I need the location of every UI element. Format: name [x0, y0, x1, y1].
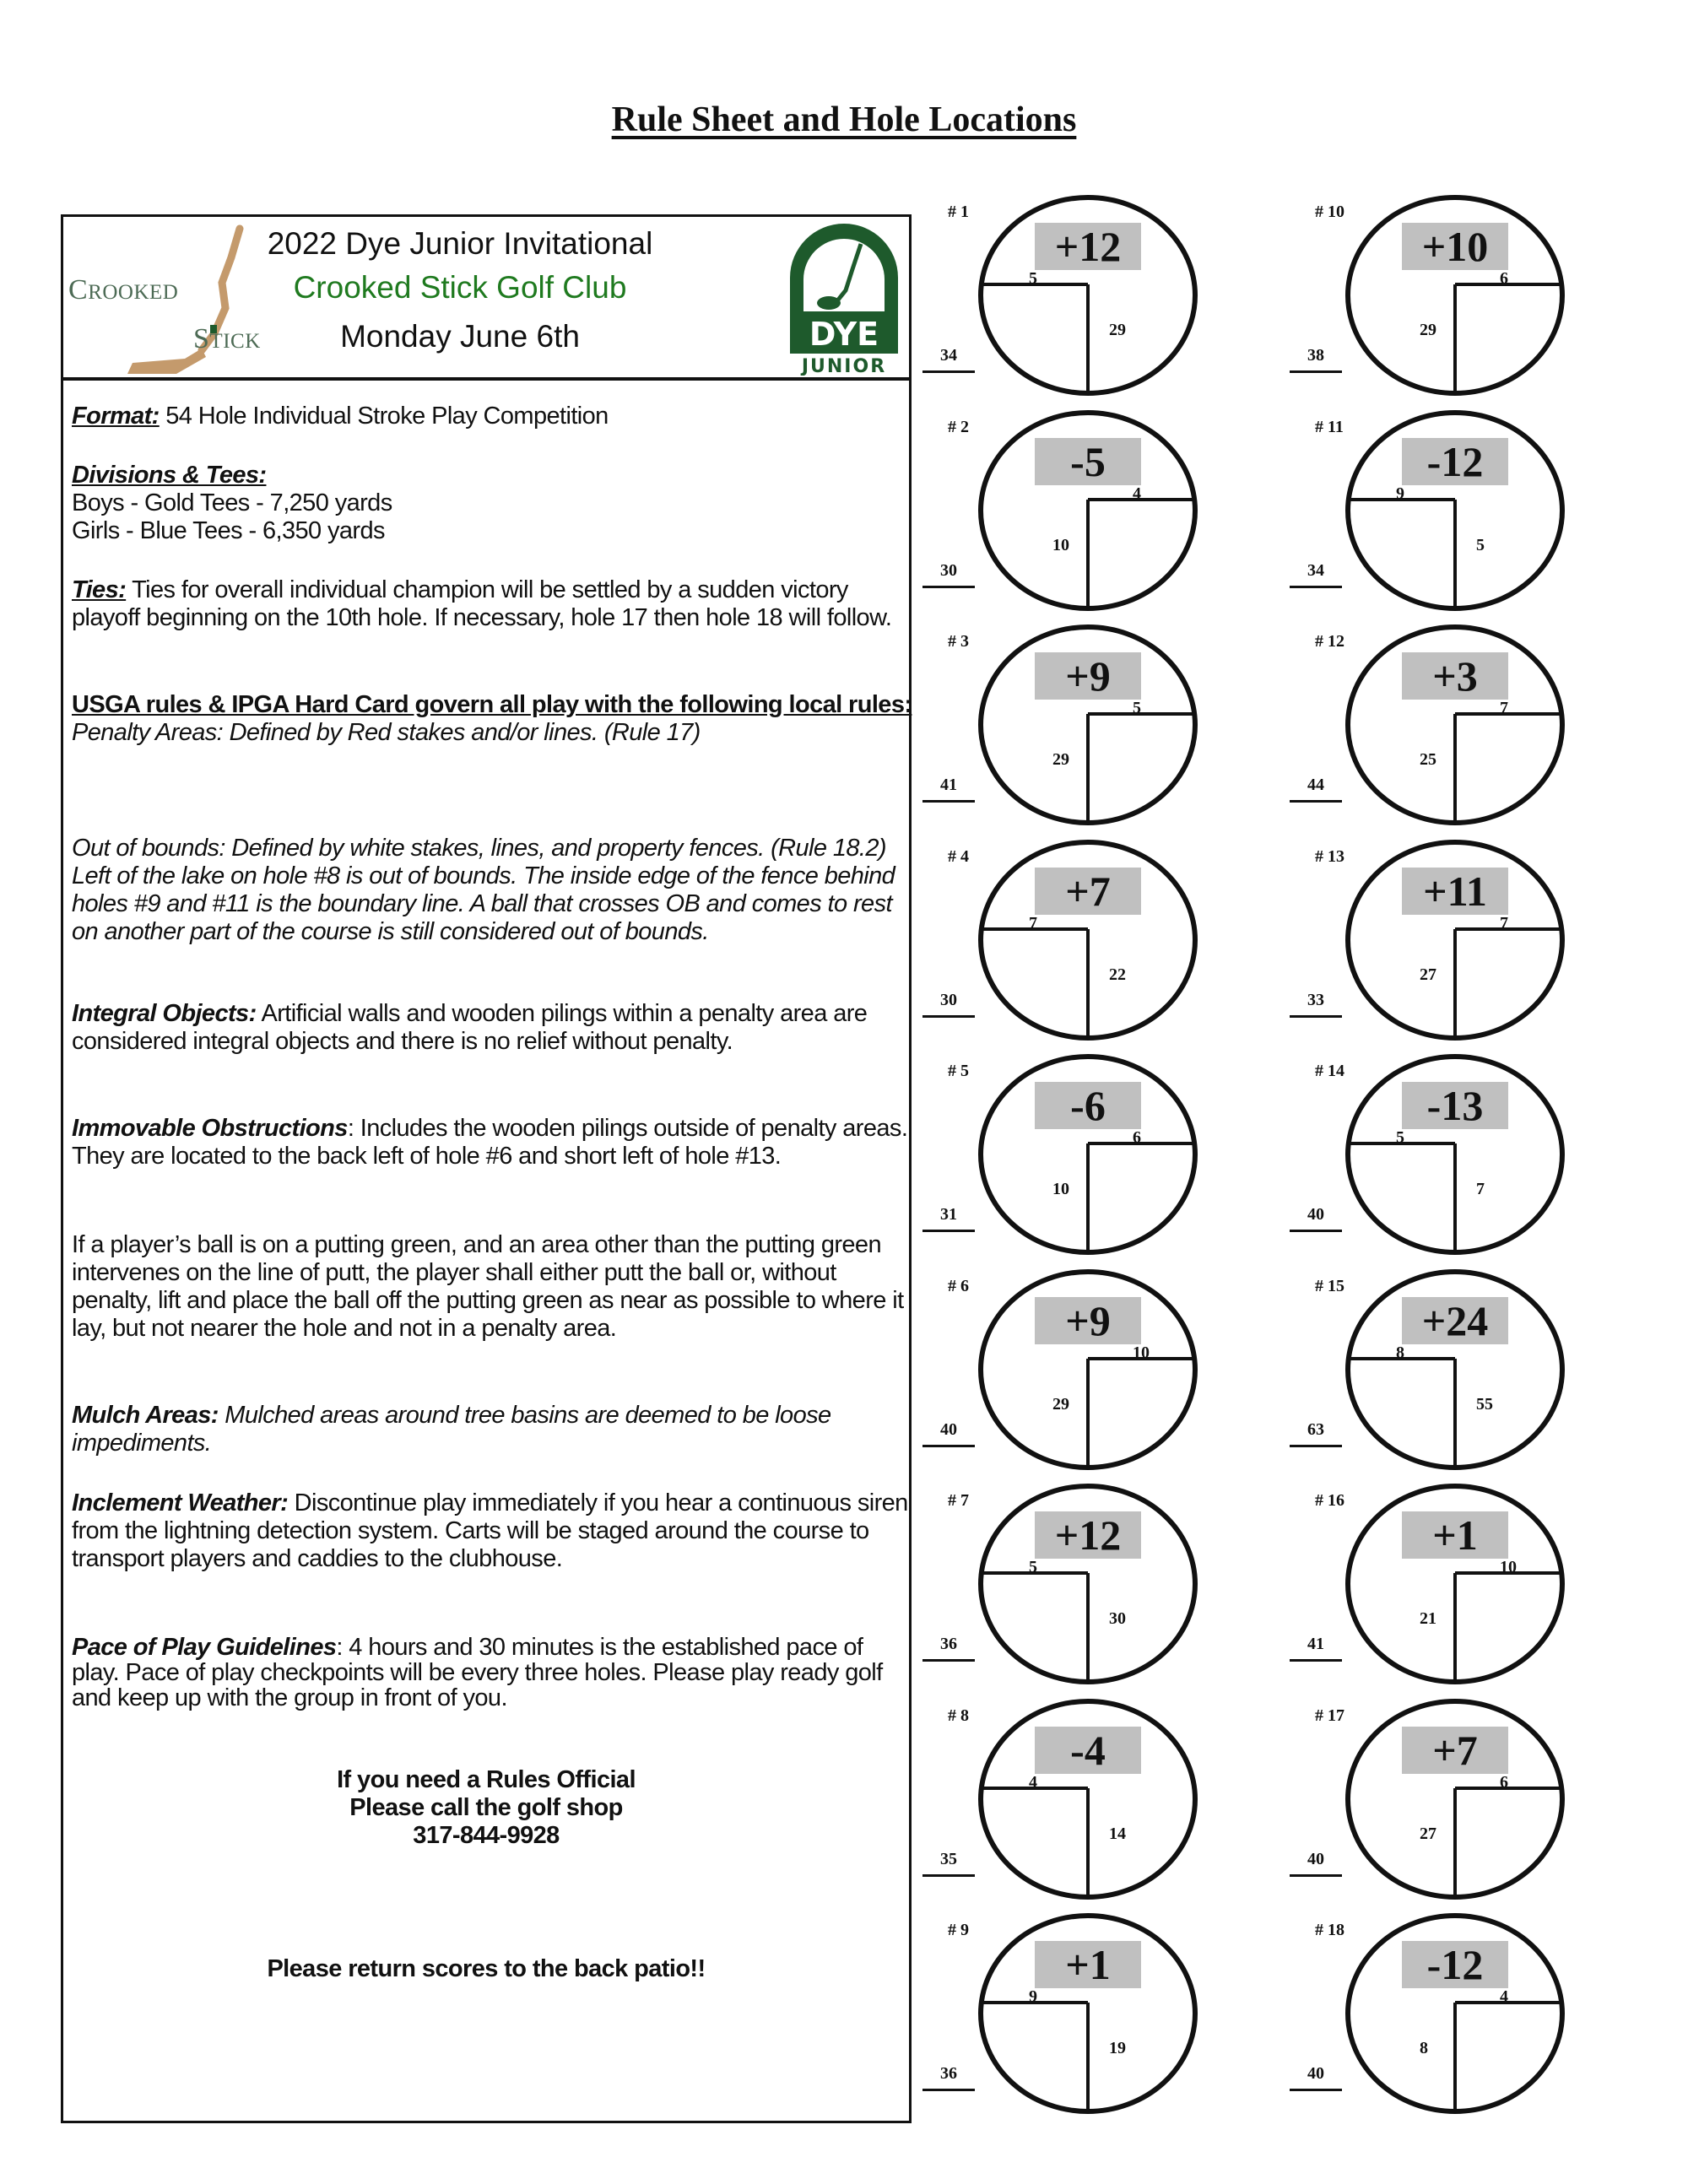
- hole-total: 40: [1290, 2064, 1342, 2091]
- official-line1: If you need a Rules Official: [337, 1766, 636, 1793]
- hole-score: -12: [1402, 438, 1508, 485]
- hole-edge-distance: 9: [1029, 1987, 1037, 2006]
- hole-total: 34: [922, 346, 975, 373]
- hole-depth-distance: 14: [1109, 1824, 1126, 1843]
- format-label: Format:: [72, 403, 160, 430]
- hole-edge-distance: 7: [1500, 913, 1508, 933]
- hole-edge-distance: 5: [1396, 1128, 1404, 1147]
- hole-edge-distance: 6: [1500, 269, 1508, 288]
- hole-number: # 7: [948, 1491, 969, 1510]
- hole-score: +7: [1035, 868, 1141, 915]
- hole-diagram: [940, 830, 1215, 1058]
- hole-score: +12: [1035, 223, 1141, 270]
- hole-total: 63: [1290, 1420, 1342, 1447]
- hole-diagram: [1307, 1045, 1582, 1273]
- green-outline-icon: [1341, 619, 1569, 830]
- hole-score: +3: [1402, 652, 1508, 700]
- hole-total: 30: [922, 561, 975, 588]
- hole-depth-distance: 22: [1109, 965, 1126, 984]
- green-outline-icon: [974, 1479, 1202, 1689]
- hole-diagram: [940, 1045, 1215, 1273]
- hole-diagram: [940, 1904, 1215, 2132]
- hole-depth-distance: 30: [1109, 1609, 1126, 1628]
- immovable-text: : Includes the wooden pilings outside of penalty areas. They are located to the back left of hole #6 and short left of hole #13.: [72, 1115, 908, 1170]
- hole-diagram: [940, 186, 1215, 414]
- hole-diagram: [1307, 1474, 1582, 1702]
- weather-section: [72, 1489, 916, 1573]
- hole-number: # 4: [948, 846, 969, 866]
- hole-total: 34: [1290, 561, 1342, 588]
- hole-depth-distance: 29: [1109, 321, 1126, 339]
- hole-diagram: [1307, 830, 1582, 1058]
- hole-diagram: [940, 1474, 1215, 1702]
- green-outline-icon: [974, 405, 1202, 616]
- rules-panel: [61, 214, 912, 2123]
- hole-number: # 1: [948, 203, 969, 221]
- hole-depth-distance: 19: [1109, 2039, 1126, 2057]
- hole-number: # 2: [948, 417, 969, 436]
- green-outline-icon: [1341, 1479, 1569, 1689]
- divisions-section: [72, 462, 916, 545]
- putting-green-section: [72, 1231, 916, 1343]
- hole-number: # 9: [948, 1921, 969, 1939]
- green-outline-icon: [974, 835, 1202, 1046]
- green-outline-icon: [1341, 835, 1569, 1046]
- hole-score: -12: [1402, 1941, 1508, 1988]
- hole-number: # 11: [1315, 417, 1344, 436]
- hole-edge-distance: 7: [1500, 699, 1508, 717]
- event-header: [63, 217, 909, 381]
- usga-section: [72, 691, 916, 747]
- hole-edge-distance: 4: [1029, 1772, 1037, 1792]
- ties-label: Ties:: [72, 576, 127, 603]
- putting-green-text: If a player’s ball is on a putting green, and an area other than the putting green intervenes on the line of putt, the player shall either putt the ball or, without penalty, lift and place the ball off the putting green as near as possible to where it lay, but not nearer the hole and not in a penalty area.: [72, 1231, 904, 1342]
- hole-depth-distance: 25: [1420, 750, 1436, 769]
- divisions-label: Divisions & Tees:: [72, 462, 267, 489]
- hole-depth-distance: 29: [1420, 321, 1436, 339]
- hole-number: # 10: [1315, 203, 1344, 221]
- hole-edge-distance: 5: [1029, 269, 1037, 288]
- immovable-label: Immovable Obstructions: [72, 1115, 348, 1142]
- hole-diagram: [940, 1689, 1215, 1917]
- divisions-boys: Boys - Gold Tees - 7,250 yards: [72, 489, 392, 516]
- hole-depth-distance: 8: [1420, 2039, 1428, 2057]
- immovable-obstructions-section: [72, 1115, 916, 1170]
- green-outline-icon: [1341, 1264, 1569, 1475]
- hole-diagram: [940, 401, 1215, 629]
- integral-text: Artificial walls and wooden pilings within a penalty area are considered integral objects and there is no relief without penalty.: [72, 1000, 868, 1055]
- hole-diagram: [1307, 615, 1582, 843]
- green-outline-icon: [974, 190, 1202, 401]
- hole-score: +1: [1035, 1941, 1141, 1988]
- rules-official-contact: [63, 1766, 909, 1850]
- hole-number: # 13: [1315, 846, 1344, 866]
- club-name: Crooked Stick Golf Club: [293, 270, 627, 305]
- green-outline-icon: [1341, 190, 1569, 401]
- hole-total: 36: [922, 1635, 975, 1662]
- hole-diagram: [940, 1260, 1215, 1488]
- divisions-girls: Girls - Blue Tees - 6,350 yards: [72, 517, 385, 544]
- usga-label: USGA rules & IPGA Hard Card govern all play with the following local rules:: [72, 691, 912, 718]
- hole-score: +12: [1035, 1511, 1141, 1559]
- mulch-label: Mulch Areas:: [72, 1402, 219, 1429]
- format-text: 54 Hole Individual Stroke Play Competition: [159, 403, 609, 430]
- hole-edge-distance: 4: [1500, 1987, 1508, 2006]
- hole-total: 35: [922, 1850, 975, 1877]
- integral-label: Integral Objects:: [72, 1000, 257, 1027]
- green-outline-icon: [1341, 1694, 1569, 1905]
- official-phone: 317-844-9928: [413, 1822, 560, 1849]
- hole-total: 41: [922, 776, 975, 803]
- hole-depth-distance: 27: [1420, 1824, 1436, 1843]
- hole-depth-distance: 29: [1052, 750, 1069, 769]
- hole-total: 30: [922, 991, 975, 1018]
- penalty-areas-text: Penalty Areas: Defined by Red stakes and/or lines. (Rule 17): [72, 719, 701, 746]
- weather-label: Inclement Weather:: [72, 1489, 289, 1516]
- svg-text:DYE: DYE: [809, 316, 879, 353]
- hole-total: 36: [922, 2064, 975, 2091]
- hole-total: 44: [1290, 776, 1342, 803]
- hole-score: -13: [1402, 1082, 1508, 1129]
- hole-number: # 3: [948, 632, 969, 651]
- hole-edge-distance: 10: [1500, 1558, 1517, 1576]
- ties-section: [72, 576, 916, 632]
- pace-text: : 4 hours and 30 minutes is the established pace of play. Pace of play checkpoints will be every three holes. Please play ready golf and keep up with the group in front of you.: [72, 1634, 883, 1711]
- out-of-bounds-section: [72, 835, 916, 946]
- hole-total: 31: [922, 1205, 975, 1232]
- mulch-text: Mulched areas around tree basins are deemed to be loose impediments.: [72, 1402, 831, 1457]
- green-outline-icon: [1341, 1049, 1569, 1260]
- hole-total: 40: [1290, 1205, 1342, 1232]
- hole-edge-distance: 7: [1029, 913, 1037, 933]
- hole-diagram: [1307, 1904, 1582, 2132]
- format-section: [72, 403, 916, 430]
- hole-total: 33: [1290, 991, 1342, 1018]
- hole-total: 40: [1290, 1850, 1342, 1877]
- hole-depth-distance: 21: [1420, 1609, 1436, 1628]
- green-outline-icon: [974, 619, 1202, 830]
- hole-score: +1: [1402, 1511, 1508, 1559]
- official-line2: Please call the golf shop: [349, 1794, 623, 1821]
- hole-diagram: [1307, 1689, 1582, 1917]
- green-outline-icon: [1341, 405, 1569, 616]
- page-title: Rule Sheet and Hole Locations: [611, 100, 1077, 139]
- hole-depth-distance: 27: [1420, 965, 1436, 984]
- green-outline-icon: [974, 1049, 1202, 1260]
- hole-depth-distance: 5: [1476, 535, 1485, 554]
- hole-score: -6: [1035, 1082, 1141, 1129]
- dye-junior-logo: [785, 219, 903, 376]
- hole-number: # 8: [948, 1706, 969, 1725]
- ties-text: Ties for overall individual champion will be settled by a sudden victory playoff beginning on the 10th hole. If necessary, hole 17 then hole 18 will follow.: [72, 576, 892, 631]
- hole-number: # 6: [948, 1276, 969, 1295]
- hole-score: +9: [1035, 1297, 1141, 1344]
- hole-edge-distance: 8: [1396, 1343, 1404, 1362]
- hole-score: +11: [1402, 868, 1508, 915]
- event-date: Monday June 6th: [340, 319, 580, 354]
- hole-edge-distance: 4: [1133, 484, 1141, 503]
- crooked-stick-logo: CROOKED STICK: [67, 224, 320, 376]
- hole-score: -5: [1035, 438, 1141, 485]
- out-of-bounds-text: Out of bounds: Defined by white stakes, lines, and property fences. (Rule 18.2) Left of the lake on hole #8 is out of bounds. The inside edge of the fence behind holes #9 and #11 is the boundary line. A ball that crosses OB and comes to rest on another part of the course is still considered out of bounds.: [72, 835, 895, 945]
- pace-section: [72, 1635, 916, 1711]
- hole-depth-distance: 10: [1052, 1180, 1069, 1198]
- hole-edge-distance: 9: [1396, 484, 1404, 503]
- hole-total: 41: [1290, 1635, 1342, 1662]
- hole-total: 38: [1290, 346, 1342, 373]
- mulch-section: [72, 1402, 916, 1457]
- weather-text: Discontinue play immediately if you hear a continuous siren from the lightning detection system. Carts will be staged around the course to transport players and caddies to the clubhouse.: [72, 1489, 908, 1572]
- pace-label: Pace of Play Guidelines: [72, 1634, 337, 1661]
- hole-depth-distance: 29: [1052, 1394, 1069, 1414]
- hole-total: 40: [922, 1420, 975, 1447]
- hole-number: # 17: [1315, 1706, 1344, 1725]
- event-name: 2022 Dye Junior Invitational: [267, 226, 653, 261]
- hole-edge-distance: 5: [1029, 1558, 1037, 1576]
- green-outline-icon: [974, 1264, 1202, 1475]
- hole-edge-distance: 6: [1133, 1128, 1141, 1147]
- hole-score: +24: [1402, 1297, 1508, 1344]
- green-outline-icon: [1341, 1908, 1569, 2119]
- hole-diagram: [1307, 1260, 1582, 1488]
- hole-edge-distance: 10: [1133, 1343, 1150, 1362]
- hole-edge-distance: 5: [1133, 699, 1141, 717]
- hole-score: +7: [1402, 1727, 1508, 1774]
- hole-depth-distance: 10: [1052, 535, 1069, 554]
- hole-number: # 16: [1315, 1491, 1344, 1510]
- svg-text:JUNIOR: JUNIOR: [801, 356, 887, 376]
- hole-number: # 18: [1315, 1921, 1344, 1939]
- hole-score: -4: [1035, 1727, 1141, 1774]
- hole-number: # 5: [948, 1062, 969, 1080]
- hole-edge-distance: 6: [1500, 1772, 1508, 1792]
- hole-diagram: [940, 615, 1215, 843]
- hole-diagram: [1307, 401, 1582, 629]
- return-scores-note: Please return scores to the back patio!!: [267, 1955, 706, 1982]
- integral-objects-section: [72, 1000, 916, 1056]
- hole-depth-distance: 55: [1476, 1394, 1493, 1414]
- green-outline-icon: [974, 1908, 1202, 2119]
- hole-score: +9: [1035, 652, 1141, 700]
- hole-number: # 15: [1315, 1276, 1344, 1295]
- green-outline-icon: [974, 1694, 1202, 1905]
- hole-diagram: [1307, 186, 1582, 414]
- hole-score: +10: [1402, 223, 1508, 270]
- hole-depth-distance: 7: [1476, 1180, 1485, 1198]
- hole-number: # 14: [1315, 1062, 1344, 1080]
- hole-number: # 12: [1315, 632, 1344, 651]
